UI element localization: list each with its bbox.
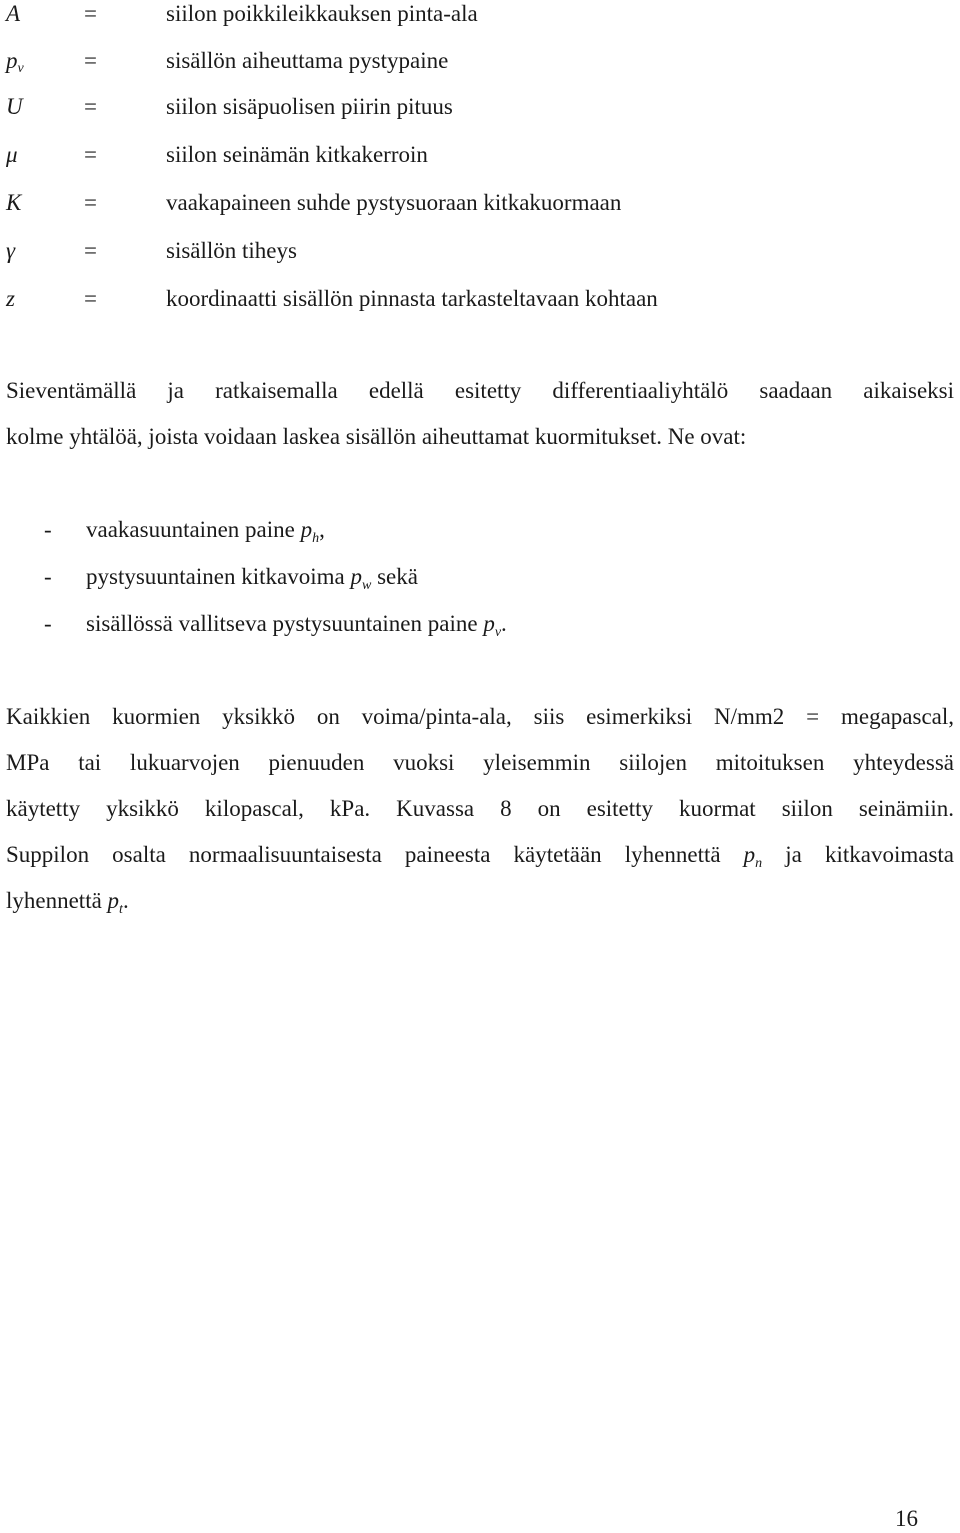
paragraph-line: Sieventämällä ja ratkaisemalla edellä esitetty differentiaaliyhtälö saadaan aikaiseksi [6,378,954,403]
definition-row [0,282,960,316]
equals-sign: = [84,1,97,26]
paragraph-line: käytetty yksikkö kilopascal, kPa. Kuvassa 8 on esitetty kuormat siilon seinämiin. [6,796,954,821]
definition-row [0,90,960,124]
definition-row [0,138,960,172]
equals-sign: = [84,238,97,263]
paragraph-units [6,694,954,924]
paragraph-line: Suppilon osalta normaalisuuntaisesta paineesta käytetään lyhennettä $p_n$ ja kitkavoimasta [6,842,954,871]
list-item-text: pystysuuntainen kitkavoima $p_w$ sekä [86,564,418,593]
definition-text: siilon poikkileikkauksen pinta-ala [166,1,478,26]
equals-sign: = [84,286,97,311]
definition-row [0,234,960,268]
definition-symbol: A [6,1,21,26]
list-item [0,606,960,642]
definition-symbol: $p_v$ [6,48,24,76]
definition-symbol: K [6,190,22,215]
definition-text: siilon seinämän kitkakerroin [166,142,428,167]
list-dash: - [44,611,52,636]
equals-sign: = [84,142,97,167]
paragraph-intro [6,368,954,460]
paragraph-line: lyhennettä $p_t$. [6,888,129,917]
definition-symbol: z [6,286,15,311]
definition-symbol: U [6,94,23,119]
definition-row [0,186,960,220]
definition-symbol: γ [6,238,16,263]
definition-text: sisällön aiheuttama pystypaine [166,48,449,73]
definition-text: vaakapaineen suhde pystysuoraan kitkakuormaan [166,190,622,215]
definition-row [0,44,960,78]
paragraph-line: kolme yhtälöä, joista voidaan laskea sisällön aiheuttamat kuormitukset. Ne ovat: [6,424,747,449]
list-item-text: sisällössä vallitseva pystysuuntainen paine $p_v$. [86,611,507,640]
list-item [0,512,960,548]
definition-text: sisällön tiheys [166,238,297,263]
definition-text: koordinaatti sisällön pinnasta tarkasteltavaan kohtaan [166,286,658,311]
page-number: 16 [895,1506,918,1531]
list-item-text: vaakasuuntainen paine $p_h$, [86,517,325,546]
list-dash: - [44,564,52,589]
paragraph-line: MPa tai lukuarvojen pienuuden vuoksi yleisemmin siilojen mitoituksen yhteydessä [6,750,954,775]
list-dash: - [44,517,52,542]
equals-sign: = [84,48,97,73]
definition-symbol: μ [6,142,18,167]
equals-sign: = [84,190,97,215]
definition-row [0,0,960,31]
definition-text: siilon sisäpuolisen piirin pituus [166,94,453,119]
list-item [0,559,960,595]
equals-sign: = [84,94,97,119]
paragraph-line: Kaikkien kuormien yksikkö on voima/pinta-ala, siis esimerkiksi N/mm2 = megapascal, [6,704,954,729]
